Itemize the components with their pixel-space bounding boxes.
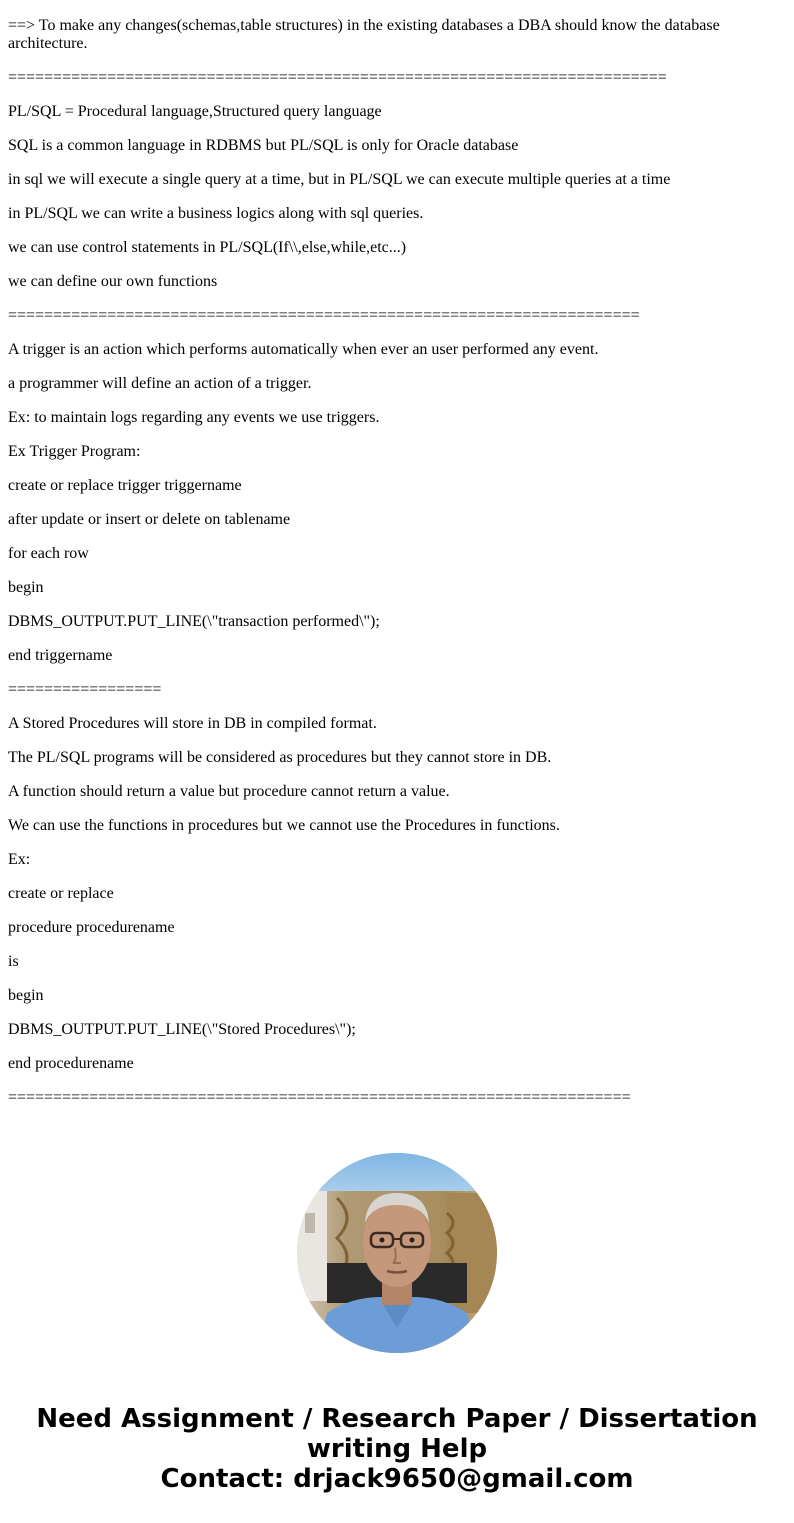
code-line: end triggername [8, 647, 113, 664]
cta-line-2: writing Help [306, 1434, 488, 1464]
author-avatar [297, 1153, 497, 1353]
paragraph: We can use the functions in procedures but we cannot use the Procedures in functions. [8, 817, 560, 834]
cta-line-1: Need Assignment / Research Paper / Dissertation [36, 1404, 758, 1434]
code-line: for each row [8, 545, 89, 562]
author-portrait-image [297, 1153, 497, 1353]
document-body [8, 17, 786, 1123]
paragraph: Ex: [8, 851, 31, 868]
separator: ================= [8, 681, 162, 698]
code-line: begin [8, 579, 44, 596]
separator: ========================================================================= [8, 69, 667, 86]
separator: ===================================================================== [8, 1089, 631, 1106]
paragraph: A function should return a value but procedure cannot return a value. [8, 783, 450, 800]
paragraph: A Stored Procedures will store in DB in compiled format. [8, 715, 377, 732]
code-line: create or replace trigger triggername [8, 477, 242, 494]
paragraph: SQL is a common language in RDBMS but PL/SQL is only for Oracle database [8, 137, 519, 154]
code-line: begin [8, 987, 44, 1004]
paragraph: we can use control statements in PL/SQL(If\\,else,while,etc...) [8, 239, 407, 256]
paragraph: A trigger is an action which performs automatically when ever an user performed any event. [8, 341, 599, 358]
code-line: DBMS_OUTPUT.PUT_LINE(\"Stored Procedures\"); [8, 1021, 356, 1038]
paragraph: a programmer will define an action of a trigger. [8, 375, 312, 392]
paragraph: ==> To make any changes(schemas,table structures) in the existing databases a DBA should know the database architecture. [8, 17, 724, 52]
code-line: create or replace [8, 885, 114, 902]
paragraph: in PL/SQL we can write a business logics along with sql queries. [8, 205, 424, 222]
paragraph: Ex: to maintain logs regarding any events we use triggers. [8, 409, 380, 426]
contact-banner [0, 1404, 794, 1494]
paragraph: The PL/SQL programs will be considered as procedures but they cannot store in DB. [8, 749, 552, 766]
cut-off-text-line [8, 0, 708, 1]
paragraph: PL/SQL = Procedural language,Structured query language [8, 103, 382, 120]
separator: ====================================================================== [8, 307, 640, 324]
code-line: DBMS_OUTPUT.PUT_LINE(\"transaction performed\"); [8, 613, 380, 630]
code-line: end procedurename [8, 1055, 134, 1072]
paragraph: Ex Trigger Program: [8, 443, 141, 460]
cta-contact-line: Contact: drjack9650@gmail.com [160, 1464, 634, 1494]
paragraph: in sql we will execute a single query at a time, but in PL/SQL we can execute multiple queries at a time [8, 171, 671, 188]
code-line: procedure procedurename [8, 919, 175, 936]
paragraph: we can define our own functions [8, 273, 218, 290]
code-line: after update or insert or delete on tablename [8, 511, 291, 528]
code-line: is [8, 953, 19, 970]
